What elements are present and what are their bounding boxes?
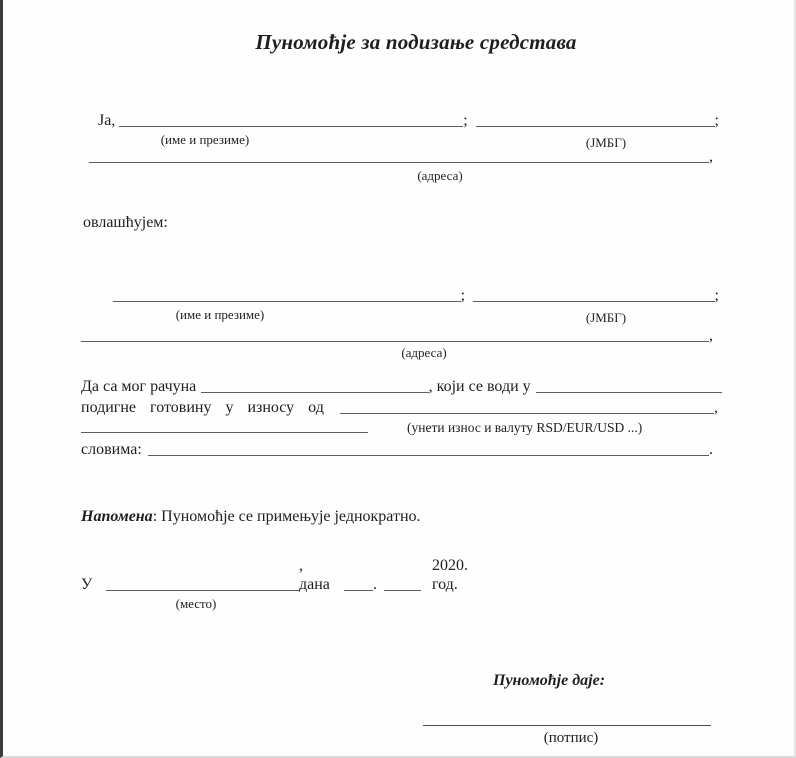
principal-jmbg-blank-line xyxy=(476,126,715,127)
clause-account-row xyxy=(81,377,722,396)
separator-comma: , xyxy=(709,148,713,165)
signature-heading: Пуномоћје даје: xyxy=(493,672,606,689)
clause-in-words-text: словима: xyxy=(81,441,142,458)
separator-semicolon: ; xyxy=(714,287,719,304)
separator-period: . xyxy=(372,576,377,593)
agent-address-row xyxy=(81,325,713,345)
principal-address-label: (адреса) xyxy=(417,168,463,183)
principal-name-blank-line xyxy=(119,126,463,127)
agent-jmbg-blank-line xyxy=(473,301,714,302)
note-line xyxy=(81,507,421,526)
place-date-row xyxy=(81,557,496,594)
agent-name-blank-line xyxy=(113,301,461,302)
separator-semicolon: ; xyxy=(463,112,468,129)
separator-comma: , xyxy=(709,327,713,344)
day-blank-line xyxy=(344,590,373,591)
amount-blank-line xyxy=(340,413,714,414)
note-label: Напомена xyxy=(81,508,153,525)
place-label: (место) xyxy=(175,596,217,611)
amount-in-words-blank-line xyxy=(148,455,709,456)
principal-jmbg-label: (ЈМБГ) xyxy=(585,135,627,150)
principal-prefix: Ја, xyxy=(98,112,116,129)
amount-hint-label: (унети износ и валуту RSD/EUR/USD ...) xyxy=(407,420,643,435)
agent-name-label: (име и презиме) xyxy=(175,307,265,322)
separator-period: . xyxy=(709,441,713,458)
date-year-text: 2020. год. xyxy=(431,557,468,593)
agent-address-blank-line xyxy=(81,341,709,342)
agent-name-jmbg-row xyxy=(113,285,719,305)
signature-blank-line xyxy=(423,705,711,726)
signature-label: (потпис) xyxy=(543,730,599,746)
agent-address-label: (адреса) xyxy=(401,345,447,360)
amount-continuation-blank-line xyxy=(81,414,368,433)
month-blank-line xyxy=(384,590,421,591)
agent-jmbg-label: (ЈМБГ) xyxy=(585,310,627,325)
principal-name-jmbg-row xyxy=(98,110,719,130)
principal-address-row xyxy=(89,146,713,166)
clause-from-account-text: Да са мог рачуна xyxy=(81,378,197,395)
clause-withdraw-text: подигне готовину у износу од xyxy=(81,399,324,416)
separator-comma: , xyxy=(714,399,718,416)
date-day-word: , дана xyxy=(298,557,330,593)
clause-held-at-text: , који се води у xyxy=(428,378,531,395)
account-number-blank-line xyxy=(201,392,428,393)
principal-name-label: (име и презиме) xyxy=(160,132,250,147)
date-in-text: У xyxy=(81,576,93,593)
separator-semicolon: ; xyxy=(714,112,719,129)
clause-in-words-row xyxy=(81,440,713,459)
bank-name-blank-line xyxy=(536,392,722,393)
principal-address-blank-line xyxy=(89,162,709,163)
document-title: Пуномоћје за подизање средстава xyxy=(255,30,577,54)
note-text: : Пуномоћје се примењује једнократно. xyxy=(152,508,421,525)
authorize-text: овлашћујем: xyxy=(83,214,168,231)
separator-semicolon: ; xyxy=(460,287,466,304)
place-blank-line xyxy=(106,590,299,591)
